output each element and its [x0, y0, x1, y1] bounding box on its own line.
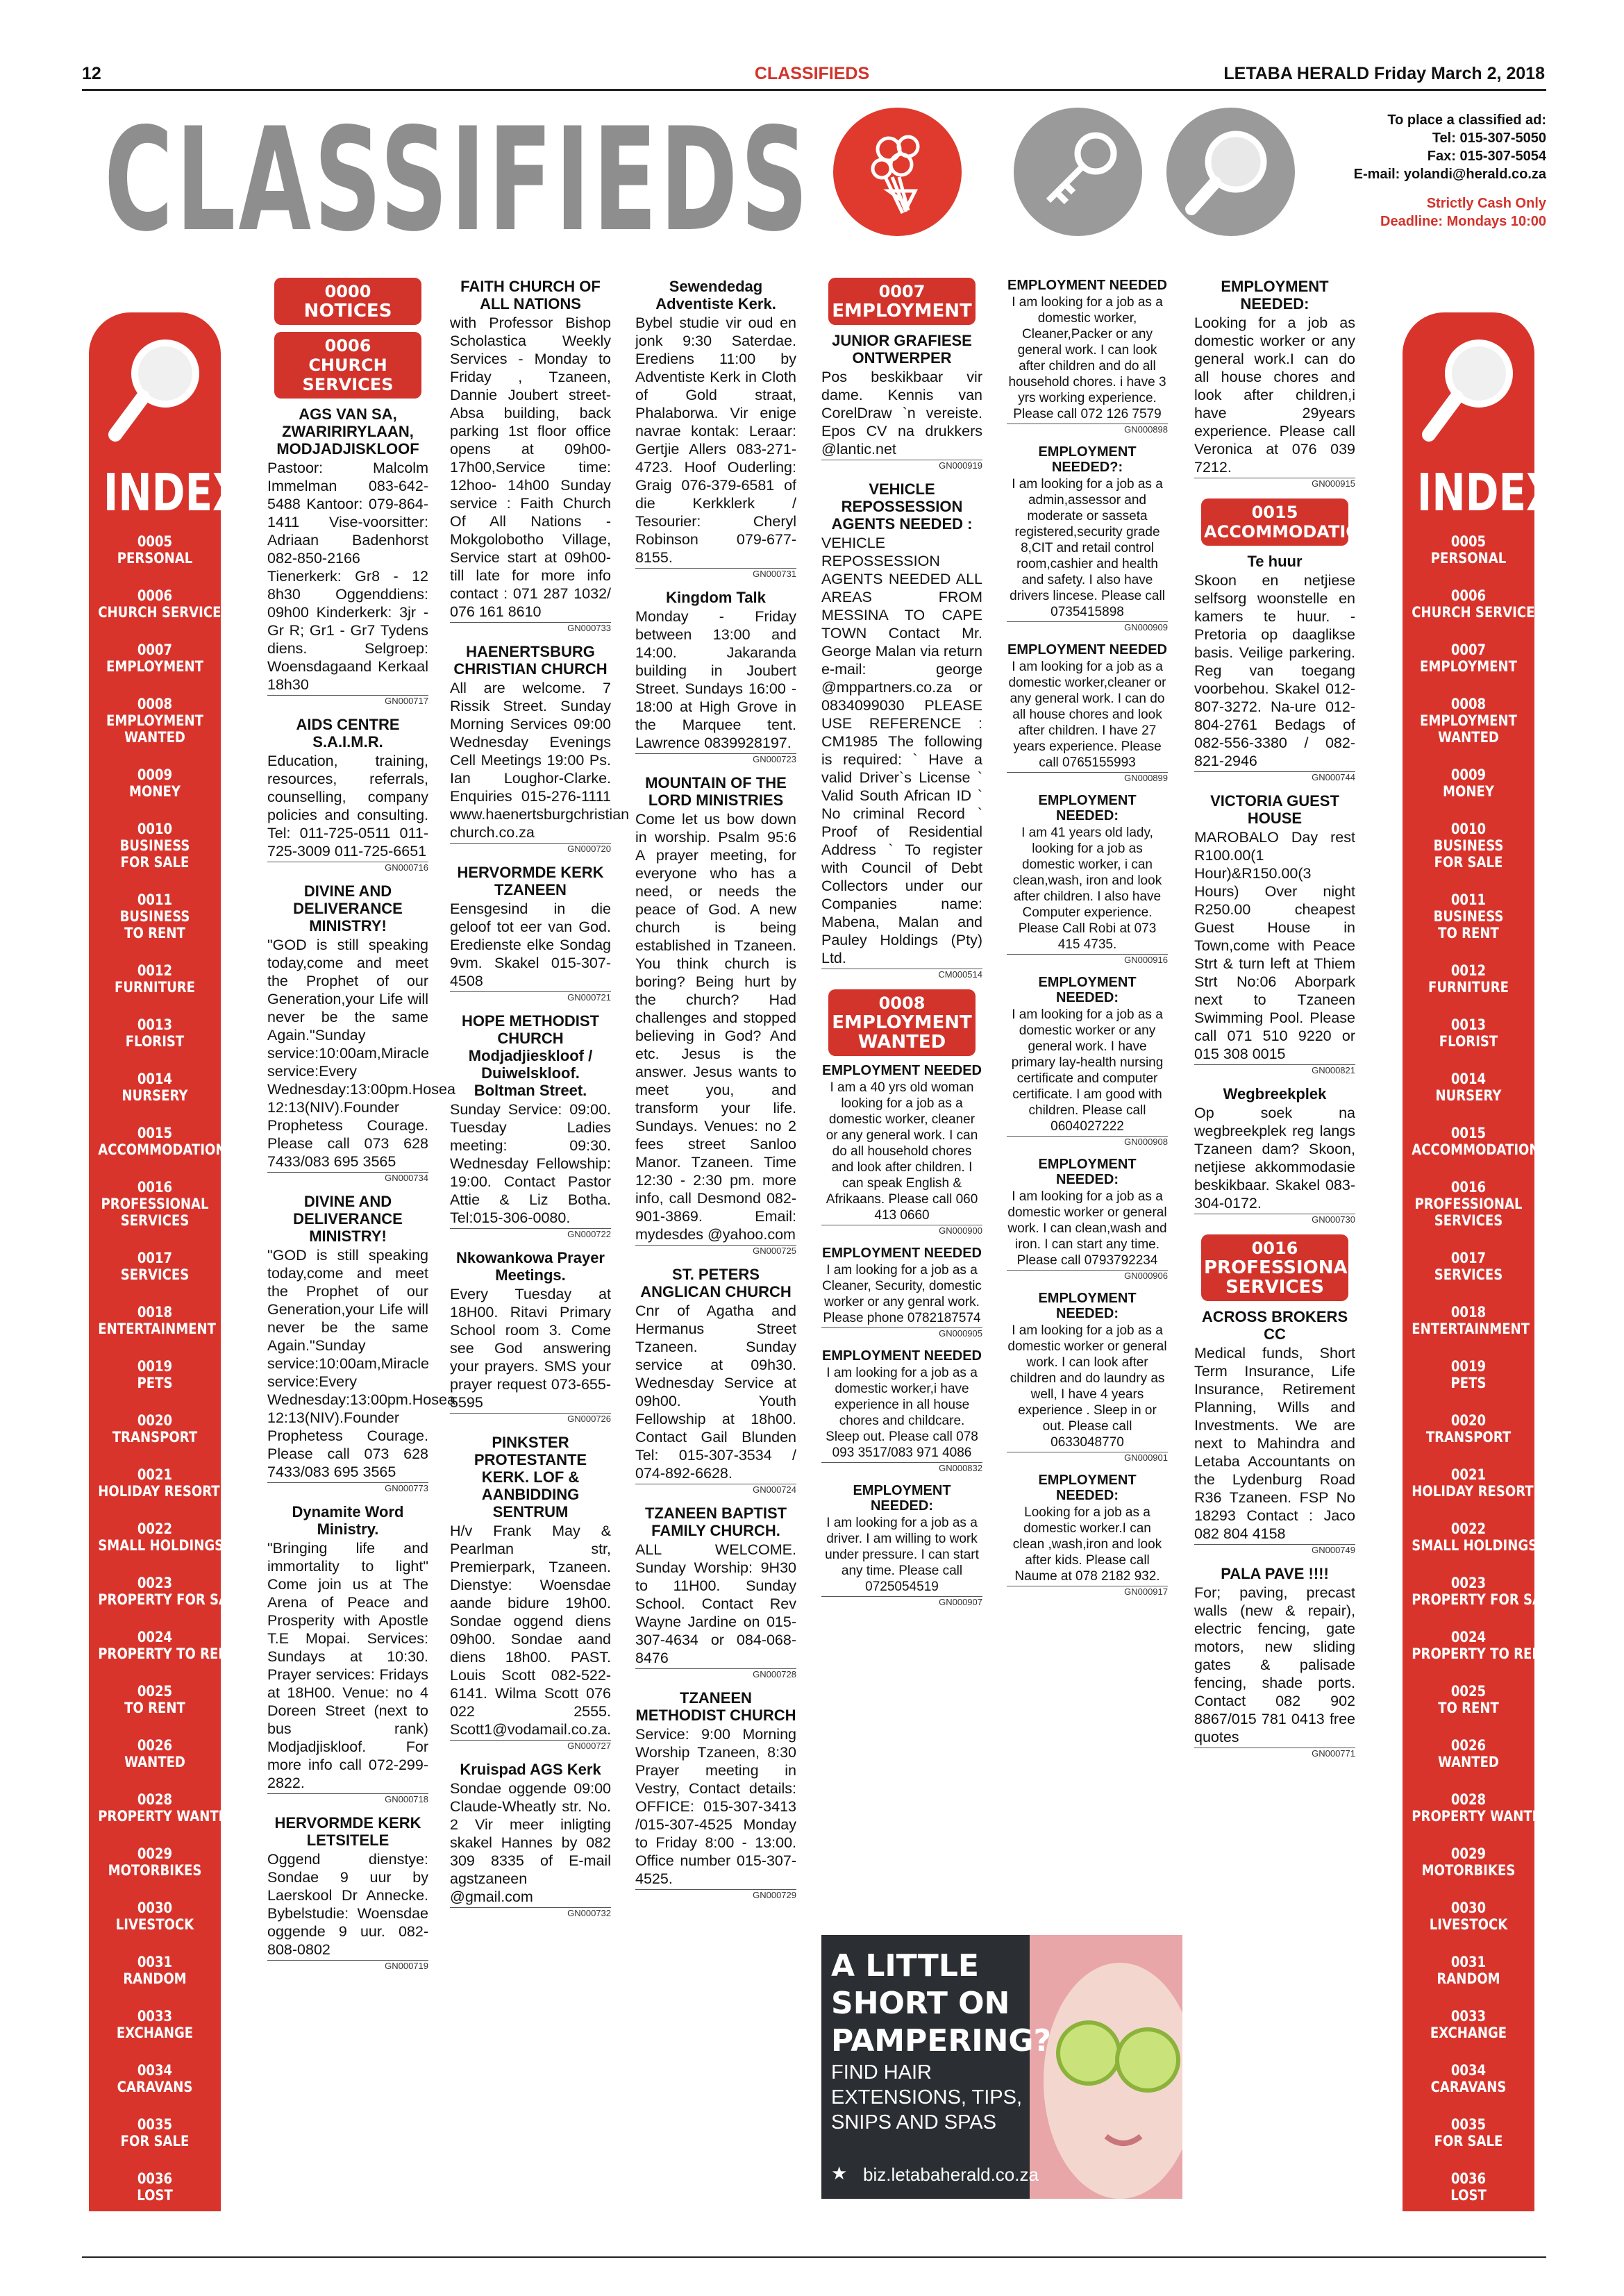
- ad-reference: GN000900: [821, 1225, 982, 1236]
- ad-body: Pastoor: Malcolm Immelman 083-642-5488 Kantoor: 079-864-1411 Vise-voorsitter: Adriaan Badenhorst 082-850-2166 Tienerkerk: Gr8 - 12 8h30 Oggenddiens: 09h00 Kinderkerk: 3jr - Gr R; Gr1 - Gr7 Tydens diens. Selgroep: Woensdagaand Kerkaal 18h30: [267, 460, 428, 693]
- paper-date: LETABA HERALD Friday March 2, 2018: [1223, 64, 1545, 83]
- index-item: 0031 RANDOM: [1437, 1954, 1500, 1987]
- classified-ad: [267, 1814, 428, 1971]
- index-item: 0026 WANTED: [1438, 1737, 1499, 1770]
- ad-title: DIVINE AND DELIVERANCE MINISTRY!: [293, 882, 403, 935]
- index-item: 0017 SERVICES: [120, 1250, 190, 1283]
- classified-ad: [1194, 1085, 1355, 1225]
- classified-ad: [1194, 553, 1355, 782]
- ad-list: [1007, 278, 1168, 1597]
- classified-ad: [635, 1689, 796, 1900]
- index-item: 0029 MOTORBIKES: [108, 1845, 202, 1879]
- ad-title: Nkowankowa Prayer Meetings.: [456, 1249, 605, 1284]
- ad-title: TZANEEN BAPTIST FAMILY CHURCH.: [644, 1505, 787, 1539]
- index-item: 0008 EMPLOYMENT WANTED: [106, 696, 203, 746]
- index-item: 0019 PETS: [1450, 1358, 1487, 1391]
- ad-list: [635, 278, 796, 1900]
- ad-title: AGS VAN SA, ZWARIRIRYLAAN, MODJADJISKLOOF: [276, 405, 419, 458]
- index-item: 0028 PROPERTY WANTED: [1412, 1791, 1552, 1825]
- classified-ad: [1194, 278, 1355, 489]
- ad-reference: GN000898: [1007, 424, 1168, 435]
- classified-ad: [1194, 1308, 1355, 1555]
- ad-list: [1194, 553, 1355, 1225]
- magnifier-icon: [1418, 330, 1519, 462]
- ad-reference: GN000744: [1194, 771, 1355, 782]
- ad-reference: GN000720: [450, 843, 611, 854]
- ad-body: Medical funds, Short Term Insurance, Life Insurance, Retirement Planning, Wills and Investments. We are next to Mahindra and Letaba Accountants on the Lydenburg Road R36 Tzaneen. FSP No 18293 Contact : Jaco 082 804 4158: [1194, 1345, 1355, 1542]
- ad-body: H/v Frank May & Pearlman str, Premierpark, Tzaneen. Dienstye: Woensdae aande bidure 19h00. Sondae oggend diens 09h00. Sondae aand diens 18h00. PAST. Louis Scott 082-522-6141. Wilma Scott 076 022 2555. Scott1@vodamail.co.za.: [450, 1523, 612, 1738]
- ad-reference: GN000727: [450, 1740, 611, 1751]
- index-item: 0015 ACCOMMODATION: [1412, 1125, 1540, 1158]
- index-item: 0024 PROPERTY TO RENT: [1412, 1629, 1551, 1662]
- index-item: 0025 TO RENT: [124, 1683, 185, 1716]
- index-item: 0007 EMPLOYMENT: [1420, 642, 1517, 675]
- index-item: 0023 PROPERTY FOR SALE: [98, 1575, 245, 1608]
- ad-body: All are welcome. 7 Rissik Street. Sunday Morning Services 09:00 Wednesday Evenings Cell Meetings 19:00 Ps. Ian Loughor-Clarke. Enquiries 015-276-1111 www.haenertsburgchristian church.co.za: [450, 680, 630, 841]
- classified-ad: [267, 405, 428, 706]
- contact-fax: Fax: 015-307-5054: [1427, 149, 1546, 164]
- ad-reference: CM000514: [821, 969, 982, 980]
- ad-title: EMPLOYMENT NEEDED: [1007, 642, 1168, 657]
- section-title: CLASSIFIEDS: [754, 64, 870, 83]
- ad-reference: GN000916: [1007, 954, 1168, 965]
- section-banner-accommodation: 0015 ACCOMMODATION: [1201, 498, 1348, 546]
- classified-ad: [267, 716, 428, 873]
- section-banner-professional: 0016 PROFESSIONAL SERVICES: [1201, 1234, 1348, 1301]
- ad-title: PALA PAVE !!!!: [1221, 1565, 1329, 1582]
- ad-reference: GN000716: [267, 862, 428, 873]
- ad-body: ALL WELCOME. Sunday Worship: 9H30 to 11H00. Sunday School. Contact Rev Wayne Jardine on 015-307-4634 or 084-068-8476: [635, 1541, 796, 1666]
- index-list: [1403, 533, 1559, 2224]
- index-item: 0025 TO RENT: [1438, 1683, 1499, 1716]
- ad-body: Eensgesind in die geloof tot eer van God. Eredienste elke Sondag 9vm. Skakel 015-307-4508: [450, 900, 611, 989]
- ad-title: HERVORMDE KERK LETSITELE: [274, 1814, 421, 1849]
- classified-ad: [821, 1246, 982, 1339]
- ad-body: I am 41 years old lady, looking for a job as domestic worker, i can clean,wash, iron and look after children. I also have Computer experience. Please Call Robi at 073 415 4735.: [1012, 826, 1162, 952]
- index-item: 0011 BUSINESS TO RENT: [1433, 891, 1504, 941]
- ad-body: Every Tuesday at 18H00. Ritavi Primary School room 3. Come see God answering your prayers. SMS your prayer request 073-655-5595: [450, 1286, 611, 1411]
- index-item: 0016 PROFESSIONAL SERVICES: [1414, 1179, 1523, 1229]
- ad-title: EMPLOYMENT NEEDED:: [853, 1483, 951, 1514]
- ad-body: Bybel studie vir oud en jonk 9:30 Saterdae. Erediens 11:00 by Adventiste Kerk in Cloth of Gold straat, Phalaborwa. Vir enige navrae kontak: Leraar: Gertjie Allers 083-271-4723. Hoof Ouderling: Graig 076-379-6581 of die Kerkklerk / Tesourier: Cheryl Robinson 079-677-8155.: [635, 315, 796, 566]
- classified-ad: [1007, 1157, 1168, 1281]
- ad-title: ACROSS BROKERS CC: [1201, 1308, 1348, 1343]
- ad-body: Looking for a job as a domestic worker.I can clean ,wash,iron and look after kids. Please call Naume at 078 2182 932.: [1012, 1505, 1162, 1584]
- ad-reference: GN000734: [267, 1172, 428, 1183]
- classified-ad: [450, 1434, 611, 1751]
- index-item: 0021 HOLIDAY RESORTS: [1412, 1466, 1543, 1500]
- ad-body: "GOD is still speaking today,come and meet the Prophet of our Generation,your Life will never be the same Again."Sunday service:10:00am,Miracle service:Every Wednesday:13:00pm.Hosea 12:13(NIV).Founder Prophetess Courage. Please call 073 628 7433/083 695 3565: [267, 1247, 455, 1480]
- classified-ad: [267, 1193, 455, 1493]
- section-banner-notices: 0000 NOTICES: [274, 278, 421, 325]
- ad-list: [821, 332, 982, 980]
- index-item: 0030 LIVESTOCK: [115, 1900, 194, 1933]
- ad-body: Op soek na wegbreekplek reg langs Tzaneen dam? Skoon, netjiese akkommodasie beskikbaar. Skakel 083-304-0172.: [1194, 1105, 1355, 1212]
- classified-ad: [821, 332, 982, 471]
- index-item: 0035 FOR SALE: [1434, 2116, 1503, 2150]
- ad-reference: GN000749: [1194, 1544, 1355, 1555]
- top-rule: [82, 89, 1546, 91]
- ad-title: EMPLOYMENT NEEDED: [1007, 278, 1168, 293]
- handshake-icon: ★: [831, 2163, 848, 2184]
- ad-reference: GN000919: [821, 460, 982, 471]
- index-item: 0014 NURSERY: [122, 1071, 188, 1104]
- index-item: 0026 WANTED: [124, 1737, 185, 1770]
- ad-reference: GN000906: [1007, 1270, 1168, 1281]
- promo-subtext: FIND HAIR EXTENSIONS, TIPS, SNIPS AND SPAS: [831, 2061, 1023, 2134]
- classified-ad: [450, 1249, 611, 1424]
- ad-reference: GN000907: [821, 1596, 982, 1607]
- classified-ad: [635, 1505, 796, 1679]
- ad-body: I am looking for a job as a admin,assessor and moderate or sasseta registered,security grade 8,CIT and retail control room,cashier and health and safety. I also have drivers lincese. Please call 0735415898: [1010, 477, 1165, 619]
- ad-body: Sondae oggende 09:00 Claude-Wheatly str. No. 2 Vir meer inligting skakel Hannes by 082 309 8335 of E-mail agstzaneen @gmail.com: [450, 1780, 611, 1905]
- ad-reference: GN000726: [450, 1413, 611, 1424]
- ad-title: DIVINE AND DELIVERANCE MINISTRY!: [293, 1193, 403, 1245]
- index-item: 0010 BUSINESS FOR SALE: [1433, 821, 1504, 871]
- index-list: [89, 533, 245, 2224]
- ad-list: [1194, 1308, 1355, 1759]
- ad-body: Cnr of Agatha and Hermanus Street Tzaneen. Sunday service at 09h30. Wednesday Service at 09h00. Youth Fellowship at 18h00. Contact Gail Blunden Tel: 015-307-3534 / 074-892-6628.: [635, 1302, 796, 1482]
- ad-body: Education, training, resources, referrals, counselling, company policies and consulting. Tel: 011-725-0511 011-725-3009 011-725-6651: [267, 753, 428, 860]
- column-3: [635, 278, 796, 1910]
- column-5: [1007, 278, 1168, 1607]
- contact-tel: Tel: 015-307-5050: [1432, 131, 1546, 146]
- ad-list: [821, 1063, 982, 1607]
- ad-reference: GN000718: [267, 1793, 428, 1804]
- ad-body: Oggend dienstye: Sondae 9 uur by Laerskool Dr Annecke. Bybelstudie: Woensdae oggende 9 uur. 082-808-0802: [267, 1851, 428, 1958]
- classified-ad: [1194, 1565, 1355, 1759]
- ad-list: [267, 405, 455, 1971]
- ad-title: EMPLOYMENT NEEDED: [821, 1246, 982, 1261]
- classified-ad: [821, 1348, 982, 1473]
- ad-title: HERVORMDE KERK TZANEEN: [457, 864, 604, 898]
- page-number: 12: [82, 64, 101, 83]
- ad-reference: GN000773: [267, 1482, 428, 1493]
- classified-ad: [821, 480, 982, 980]
- classified-ad: [821, 1063, 982, 1236]
- ad-reference: GN000909: [1007, 621, 1168, 632]
- ad-title: MOUNTAIN OF THE LORD MINISTRIES: [645, 774, 787, 809]
- ad-title: HAENERTSBURG CHRISTIAN CHURCH: [453, 643, 608, 678]
- ad-title: Kingdom Talk: [666, 589, 766, 606]
- classified-ad: [450, 1761, 611, 1918]
- magnifier-icon: [104, 330, 206, 462]
- ad-title: EMPLOYMENT NEEDED:: [1221, 278, 1329, 312]
- ad-body: I am a 40 yrs old woman looking for a job as a domestic worker, cleaner or any general work. I can do all household chores and look after children. I can speak English & Afrikaans. Please call 060 413 0660: [826, 1080, 978, 1223]
- index-item: 0013 FLORIST: [1439, 1016, 1498, 1050]
- ad-reference: GN000730: [1194, 1214, 1355, 1225]
- ad-title: Kruispad AGS Kerk: [460, 1761, 601, 1778]
- classified-ad: [450, 278, 611, 633]
- ad-title: Wegbreekplek: [1223, 1085, 1327, 1103]
- ad-body: I am looking for a job as a domestic worker, Cleaner,Packer or any general work. I can look after children and do all household chores. i have 3 yrs working experience. Please call 072 126 7579: [1008, 295, 1166, 421]
- section-banner-church: 0006 CHURCH SERVICES: [274, 332, 421, 399]
- index-item: 0005 PERSONAL: [1430, 533, 1507, 567]
- classified-ad: [450, 643, 630, 854]
- ad-body: Sunday Service: 09:00. Tuesday Ladies meeting: 09:30. Wednesday Fellowship: 19:00. Contact Pastor Attie & Liz Botha. Tel:015-306-0080.: [450, 1101, 611, 1226]
- classified-ad: [635, 278, 796, 579]
- ad-body: VEHICLE REPOSSESSION AGENTS NEEDED ALL AREAS FROM MESSINA TO CAPE TOWN Contact Mr. George Malan via return e-mail: george @mppartners.co.za or 0834099030 PLEASE USE REFERENCE : CM1985 The following is required: ` Have a valid Driver`s License ` Valid South African ID ` No criminal Record ` Proof of Residential Address ` To register with Council of Debt Collectors under our Companies name: Mabena, Malan and Pauley Holdings (Pty) Ltd.: [821, 535, 982, 966]
- index-title: INDEX: [1416, 463, 1557, 523]
- ad-body: I am looking for a job as a domestic worker or any general work. I have primary lay-health nursing certificate and computer certificate. I am good with children. Please call 0604027222: [1011, 1007, 1164, 1134]
- promo-advert[interactable]: [821, 1935, 1182, 2199]
- ad-title: EMPLOYMENT NEEDED: [821, 1348, 982, 1364]
- ad-title: PINKSTER PROTESTANTE KERK. LOF & AANBIDDING SENTRUM: [474, 1434, 587, 1520]
- contact-heading: To place a classified ad:: [1387, 112, 1546, 128]
- index-item: 0015 ACCOMMODATION: [98, 1125, 226, 1158]
- index-item: 0009 MONEY: [129, 766, 181, 800]
- ad-reference: GN000917: [1007, 1586, 1168, 1597]
- ad-reference: GN000731: [635, 568, 796, 579]
- index-item: 0007 EMPLOYMENT: [106, 642, 203, 675]
- ad-body: Pos beskikbaar vir dame. Kennis van CorelDraw `n vereiste. Epos CV na drukkers @lantic.net: [821, 369, 982, 458]
- ad-reference: GN000905: [821, 1327, 982, 1339]
- index-item: 0012 FURNITURE: [1428, 962, 1509, 996]
- ad-title: HOPE METHODIST CHURCH Modjadjieskloof / Duiwelskloof. Boltman Street.: [461, 1012, 599, 1099]
- ad-title: FAITH CHURCH OF ALL NATIONS: [460, 278, 601, 312]
- index-item: 0018 ENTERTAINMENT: [98, 1304, 216, 1337]
- classified-ad: [1194, 792, 1355, 1075]
- index-item: 0005 PERSONAL: [117, 533, 193, 567]
- section-banner-employment-wanted: 0008 EMPLOYMENT WANTED: [828, 989, 976, 1056]
- ad-title: EMPLOYMENT NEEDED:: [1038, 793, 1137, 823]
- index-item: 0020 TRANSPORT: [112, 1412, 198, 1446]
- classified-ad: [635, 1266, 796, 1495]
- classifieds-title: CLASSIFIEDS: [104, 98, 811, 263]
- column-4: [821, 278, 982, 1617]
- ad-reference: GN000723: [635, 753, 796, 764]
- ad-reference: GN000821: [1194, 1064, 1355, 1075]
- classified-ad: [450, 1012, 611, 1239]
- ad-reference: GN000721: [450, 991, 611, 1003]
- ad-title: AIDS CENTRE S.A.I.M.R.: [296, 716, 400, 751]
- magnifier-icon: [1166, 108, 1295, 236]
- ad-body: MAROBALO Day rest R100.00(1 Hour)&R150.00(3 Hours) Over night R250.00 cheapest Guest House in Town,come with Peace Strt & turn left at Thiem Strt No:06 Aborpark next to Tzaneen Swimming Pool. Please call 071 510 9220 or 015 308 0015: [1194, 829, 1355, 1062]
- column-6: [1194, 278, 1374, 1768]
- index-item: 0006 CHURCH SERVICES: [98, 587, 231, 621]
- section-banner-employment: 0007 EMPLOYMENT: [828, 278, 976, 325]
- key-icon: [1014, 108, 1142, 236]
- index-title: INDEX: [103, 463, 244, 523]
- index-item: 0033 EXCHANGE: [116, 2008, 194, 2041]
- ad-reference: GN000915: [1194, 478, 1355, 489]
- classified-ad: [1007, 444, 1168, 632]
- ad-reference: GN000899: [1007, 772, 1168, 783]
- ad-list: [1194, 278, 1355, 489]
- classified-ad: [635, 589, 796, 764]
- ad-list: [450, 278, 630, 1918]
- index-item: 0006 CHURCH SERVICES: [1412, 587, 1544, 621]
- index-item: 0012 FURNITURE: [115, 962, 195, 996]
- bottom-rule: [82, 2256, 1546, 2258]
- ad-reference: GN000725: [635, 1245, 796, 1256]
- cash-only: Strictly Cash Only: [1426, 196, 1546, 211]
- index-item: 0008 EMPLOYMENT WANTED: [1420, 696, 1517, 746]
- index-sidebar-right: [1403, 312, 1559, 2211]
- index-sidebar-left: [89, 312, 245, 2211]
- index-item: 0022 SMALL HOLDINGS: [1412, 1520, 1538, 1554]
- ad-title: Dynamite Word Ministry.: [292, 1503, 404, 1538]
- ad-body: I am looking for a job as a domestic worker,i have experience in all house chores and childcare. Sleep out. Please call 078 093 3517/083 971 4086: [826, 1366, 978, 1460]
- classified-ad: [1007, 975, 1168, 1147]
- ad-reference: GN000901: [1007, 1452, 1168, 1463]
- classified-ad: [267, 882, 455, 1183]
- classified-ad: [1007, 1291, 1168, 1463]
- ad-reference: GN000728: [635, 1668, 796, 1679]
- ad-title: EMPLOYMENT NEEDED: [821, 1063, 982, 1078]
- ad-title: Sewendedag Adventiste Kerk.: [655, 278, 776, 312]
- index-item: 0022 SMALL HOLDINGS: [98, 1520, 224, 1554]
- classified-ad: [635, 774, 796, 1256]
- classified-ad: [821, 1483, 982, 1607]
- ad-reference: GN000724: [635, 1484, 796, 1495]
- contact-email: E-mail: yolandi@herald.co.za: [1353, 167, 1546, 182]
- ad-reference: GN000729: [635, 1889, 796, 1900]
- ad-body: I am looking for a job as a domestic worker or general work. I can look after children and do laundry as well, I have 4 years experience . Sleep in or out. Please call 0633048770: [1007, 1323, 1167, 1450]
- ad-body: Come let us bow down in worship. Psalm 95:6 A prayer meeting, for everyone who has a need, or needs the peace of God. A new church is being established in Tzaneen. You think church is boring? Being hurt by the church? Had challenges and stopped believing in God? And etc. Jesus is the answer. Jesus wants to meet you, and transform your life. Sundays. Venues: no 2 fees street Sanloo Manor. Tzaneen. Time 12:30 - 2:30 pm. more info, call Desmond 082-901-3869. Email: mydesdes @yahoo.com: [635, 811, 796, 1243]
- index-item: 0031 RANDOM: [123, 1954, 187, 1987]
- ad-title: JUNIOR GRAFIESE ONTWERPER: [832, 332, 972, 367]
- index-item: 0019 PETS: [137, 1358, 173, 1391]
- ad-body: I am looking for a job as a domestic worker or general work. I can clean,wash and iron. I can start any time. Please call 0793792234: [1007, 1189, 1167, 1268]
- ad-title: EMPLOYMENT NEEDED?:: [1038, 444, 1137, 475]
- column-1: [267, 278, 455, 1981]
- index-item: 0036 LOST: [137, 2170, 173, 2204]
- index-item: 0028 PROPERTY WANTED: [98, 1791, 238, 1825]
- deadline: Deadline: Mondays 10:00: [1380, 214, 1546, 229]
- index-item: 0020 TRANSPORT: [1425, 1412, 1512, 1446]
- classified-ad: [450, 864, 611, 1003]
- ad-reference: GN000771: [1194, 1748, 1355, 1759]
- ad-reference: GN000717: [267, 695, 428, 706]
- ad-title: VICTORIA GUEST HOUSE: [1210, 792, 1339, 827]
- index-item: 0036 LOST: [1450, 2170, 1487, 2204]
- index-item: 0011 BUSINESS TO RENT: [119, 891, 190, 941]
- index-item: 0030 LIVESTOCK: [1429, 1900, 1508, 1933]
- index-item: 0033 EXCHANGE: [1430, 2008, 1507, 2041]
- classified-ad: [1007, 278, 1168, 435]
- index-item: 0010 BUSINESS FOR SALE: [119, 821, 190, 871]
- index-item: 0029 MOTORBIKES: [1421, 1845, 1516, 1879]
- ad-reference: GN000733: [450, 622, 611, 633]
- ad-reference: GN000722: [450, 1228, 611, 1239]
- ad-body: Looking for a job as domestic worker or any general work.I can do all house chores and look after children,i have 29years experience. Please call Veronica at 076 039 7212.: [1194, 315, 1355, 476]
- index-item: 0034 CARAVANS: [117, 2062, 193, 2095]
- classified-ad: [1007, 642, 1168, 783]
- index-item: 0024 PROPERTY TO RENT: [98, 1629, 237, 1662]
- ad-body: with Professor Bishop Scholastica Weekly Services - Monday to Friday , Tzaneen, Dannie Joubert street- Absa building, back parking 1st floor office opens at 09h00-17h00,Service time: 12hoo- 14h00 Sunday service : Faith Church Of All Nations -Mokgolobotho Village, Service start at 09h00-till late for more info contact : 071 287 1032/ 076 161 8610: [450, 315, 611, 620]
- ad-title: ST. PETERS ANGLICAN CHURCH: [640, 1266, 792, 1300]
- ad-body: Service: 9:00 Morning Worship Tzaneen, 8:30 Prayer meeting in Vestry, Contact details: OFFICE: 015-307-3413 /015-307-4525 Monday to Friday 8:00 - 13:00. Office number 015-307-4525.: [635, 1726, 796, 1887]
- ad-title: EMPLOYMENT NEEDED:: [1038, 1291, 1137, 1321]
- contact-info: [1354, 111, 1546, 231]
- ad-body: I am looking for a job as a domestic worker,cleaner or any general work. I can do all house chores and look after children. I have 27 years experience. Please call 0765155993: [1008, 660, 1166, 770]
- ad-reference: GN000719: [267, 1960, 428, 1971]
- classified-ad: [1007, 793, 1168, 965]
- ad-reference: GN000832: [821, 1462, 982, 1473]
- ad-title: VEHICLE REPOSSESSION AGENTS NEEDED :: [831, 480, 973, 533]
- ad-title: Te huur: [1247, 553, 1303, 570]
- ad-body: I am looking for a job as a driver. I am willing to work under pressure. I can start any time. Please call 0725054519: [825, 1516, 979, 1594]
- ad-title: TZANEEN METHODIST CHURCH: [635, 1689, 796, 1724]
- ad-body: "GOD is still speaking today,come and meet the Prophet of our Generation,your Life will never be the same Again."Sunday service:10:00am,Miracle service:Every Wednesday:13:00pm.Hosea 12:13(NIV).Founder Prophetess Courage. Please call 073 628 7433/083 695 3565: [267, 937, 455, 1170]
- index-item: 0013 FLORIST: [125, 1016, 185, 1050]
- ad-body: "Bringing life and immortality to light" Come join us at The Arena of Peace and Prosperity with Apostle T.E Mopai. Services: Sundays at 10:30. Prayer services: Fridays at 18H00. Venue: no 4 Doreen Street (next to bus rank) Modjadjiskloof. For more info call 072-299-2822.: [267, 1540, 428, 1791]
- promo-url[interactable]: biz.letabaherald.co.za: [863, 2164, 1039, 2185]
- index-item: 0016 PROFESSIONAL SERVICES: [101, 1179, 209, 1229]
- classified-ad: [1007, 1473, 1168, 1597]
- ad-body: For; paving, precast walls (new & repair), electric fencing, gate motors, new sliding gates & palisade fencing, shade ports. Contact 082 902 8867/015 781 0413 free quotes: [1194, 1584, 1355, 1745]
- ad-reference: GN000908: [1007, 1136, 1168, 1147]
- ad-title: EMPLOYMENT NEEDED:: [1038, 975, 1137, 1005]
- index-item: 0035 FOR SALE: [120, 2116, 190, 2150]
- index-item: 0021 HOLIDAY RESORTS: [98, 1466, 229, 1500]
- promo-headline: A LITTLE SHORT ON PAMPERING?: [831, 1948, 1052, 2059]
- ad-body: I am looking for a job as a Cleaner, Security, domestic worker or any genral work. Please phone 0782187574: [822, 1263, 982, 1325]
- index-item: 0014 NURSERY: [1435, 1071, 1502, 1104]
- ad-body: Monday - Friday between 13:00 and 14:00. Jakaranda building in Joubert Street. Sundays 16:00 - 18:00 at High Grove in the Marquee tent. Lawrence 0839928197.: [635, 608, 796, 751]
- index-item: 0034 CARAVANS: [1430, 2062, 1507, 2095]
- index-item: 0018 ENTERTAINMENT: [1412, 1304, 1530, 1337]
- index-item: 0009 MONEY: [1443, 766, 1494, 800]
- column-2: [450, 278, 630, 1928]
- index-item: 0017 SERVICES: [1434, 1250, 1503, 1283]
- ad-reference: GN000732: [450, 1907, 611, 1918]
- ad-title: EMPLOYMENT NEEDED:: [1038, 1473, 1137, 1503]
- flowers-icon: [833, 108, 962, 236]
- ad-body: Skoon en netjiese selfsorg woonstelle en kamers te huur. - Pretoria op daaglikse basis. Veilige parkering. Reg van toegang voorbehou. Skakel 012-807-3272. Na-ure 012-804-2761 Bedags of 082-556-3380 / 082-821-2946: [1194, 572, 1355, 769]
- ad-title: EMPLOYMENT NEEDED:: [1038, 1157, 1137, 1187]
- index-item: 0023 PROPERTY FOR SALE: [1412, 1575, 1559, 1608]
- classified-ad: [267, 1503, 428, 1804]
